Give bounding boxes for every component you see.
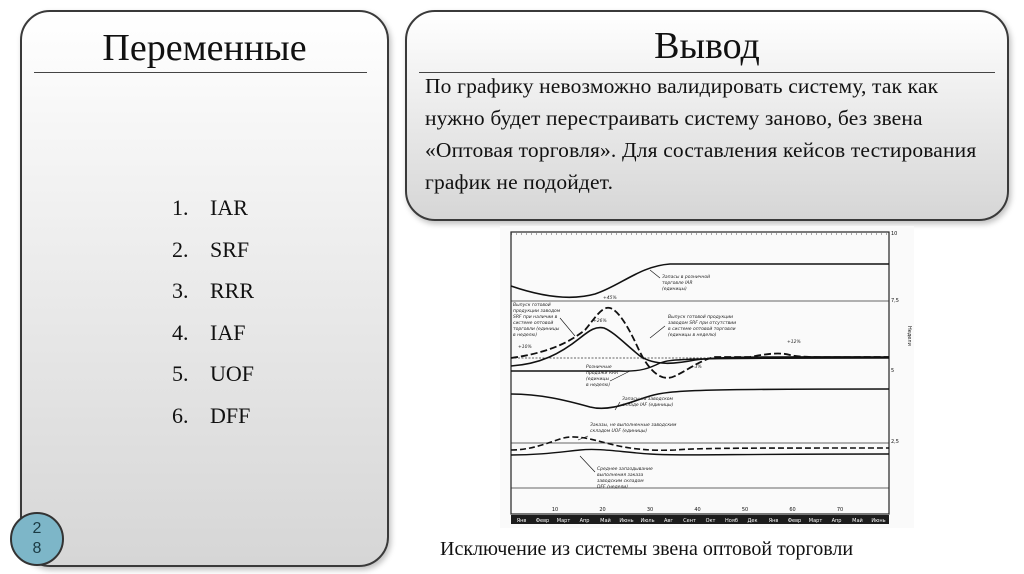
variables-list: [172, 187, 254, 437]
annotation-line: складе IAF (единицы): [622, 403, 674, 408]
month-label: Май: [852, 518, 863, 524]
variable-item: 4. IAF: [172, 319, 246, 345]
annotation-line: торговле IAR: [662, 281, 693, 286]
variable-item: 2. SRF: [172, 236, 250, 262]
annotation-line: Запасы на заводском: [622, 397, 673, 402]
annotation-line: в системе оптовой торговли: [668, 327, 736, 332]
annotation-line: заводским складом: [597, 479, 644, 484]
week-tick-label: 20: [599, 507, 606, 513]
figure-background: [500, 226, 914, 528]
figure-caption: Исключение из системы звена оптовой торговли: [440, 538, 854, 560]
annotation-line: Выпуск готовой продукции: [668, 315, 734, 320]
axis-tick-label: 10: [891, 231, 898, 237]
annotation-line: продажи RRR: [586, 371, 619, 376]
variable-item: 1. IAR: [172, 195, 248, 220]
conclusion-panel: [405, 10, 1009, 221]
annotation-line: (единицы): [662, 287, 687, 292]
percent-label: -3%: [693, 365, 702, 370]
annotation-line: SRF при наличии в: [513, 315, 558, 320]
variable-item: 5. UOF: [172, 361, 255, 387]
week-tick-label: 70: [836, 507, 844, 513]
annotation-line: системе оптовой: [513, 321, 554, 326]
variable-name: SRF: [210, 236, 250, 262]
month-label: Февр: [787, 518, 802, 524]
annotation-line: (единицы в неделю): [668, 333, 717, 338]
month-label: Март: [808, 518, 823, 524]
annotation-line: DFF (недели): [597, 485, 628, 490]
week-tick-label: 50: [741, 507, 749, 513]
month-label: Сент: [683, 518, 696, 524]
axis-tick-label: 2,5: [891, 439, 899, 445]
annotation-line: выполнения заказа: [597, 473, 644, 478]
month-label: Июнь: [871, 518, 886, 524]
variables-panel: [20, 10, 389, 567]
variable-name: IAF: [210, 319, 246, 345]
annotation-line: Выпуск готовой: [513, 303, 551, 308]
axis-tick-label: 7,5: [891, 298, 899, 304]
annotation-line: продукции заводом: [513, 309, 561, 314]
annotation-line: заводом SRF при отсутствии: [668, 321, 737, 326]
percent-label: +45%: [603, 296, 617, 301]
month-label: Июнь: [619, 518, 634, 524]
variable-name: IAR: [210, 195, 248, 220]
month-label: Янв: [516, 518, 527, 524]
week-tick-label: 30: [646, 507, 654, 513]
annotation-line: торговли (единицы: [513, 327, 560, 332]
axis-tick-label: 5: [891, 368, 895, 374]
variables-title: Переменные: [102, 27, 307, 69]
variable-name: RRR: [210, 278, 255, 304]
conclusion-text: По графику невозможно валидировать систему, так как нужно будет перестраивать систему заново, без звена «Оптовая торговля». Для составления кейсов тестирования график не подойдет.: [425, 74, 977, 194]
month-label: Янв: [768, 518, 779, 524]
slide-number-digit: 2: [32, 520, 42, 537]
month-label: Дек: [747, 518, 758, 524]
annotation-line: Запасы в розничной: [662, 275, 711, 280]
month-label: Апр: [831, 518, 842, 524]
annotation-line: складом UOF (единицы): [590, 429, 648, 434]
annotation-line: в неделю): [513, 333, 538, 338]
conclusion-title: Вывод: [654, 25, 760, 67]
month-label: Авг: [664, 518, 673, 524]
slide-number-digit: 8: [32, 540, 42, 557]
month-label: Февр: [535, 518, 550, 524]
variable-name: UOF: [210, 361, 255, 387]
percent-label: +10%: [518, 345, 532, 350]
month-label: Май: [600, 518, 611, 524]
month-label: Апр: [579, 518, 590, 524]
annotation-line: в неделю): [586, 383, 611, 388]
week-tick-label: 60: [789, 507, 796, 513]
variable-item: 6. DFF: [172, 402, 251, 428]
annotation-line: Розничные: [586, 365, 612, 370]
simulation-figure: [500, 226, 914, 528]
week-tick-label: 40: [694, 507, 701, 513]
month-label: Март: [556, 518, 571, 524]
annotation-line: Заказы, не выполненные заводским: [590, 423, 677, 428]
variable-item: 3. RRR: [172, 278, 255, 304]
week-tick-label: 10: [551, 507, 559, 513]
month-label: Нояб: [725, 518, 738, 524]
annotation-line: (единицы: [586, 377, 610, 382]
annotation-line: Среднее запаздывание: [597, 467, 653, 472]
month-label: Окт: [705, 518, 716, 524]
percent-label: +26%: [593, 319, 607, 324]
title-divider: [34, 72, 367, 73]
month-label: Июль: [640, 518, 655, 524]
percent-label: +12%: [787, 340, 801, 345]
variable-name: DFF: [210, 402, 251, 428]
axis-title: Недели: [906, 326, 912, 346]
